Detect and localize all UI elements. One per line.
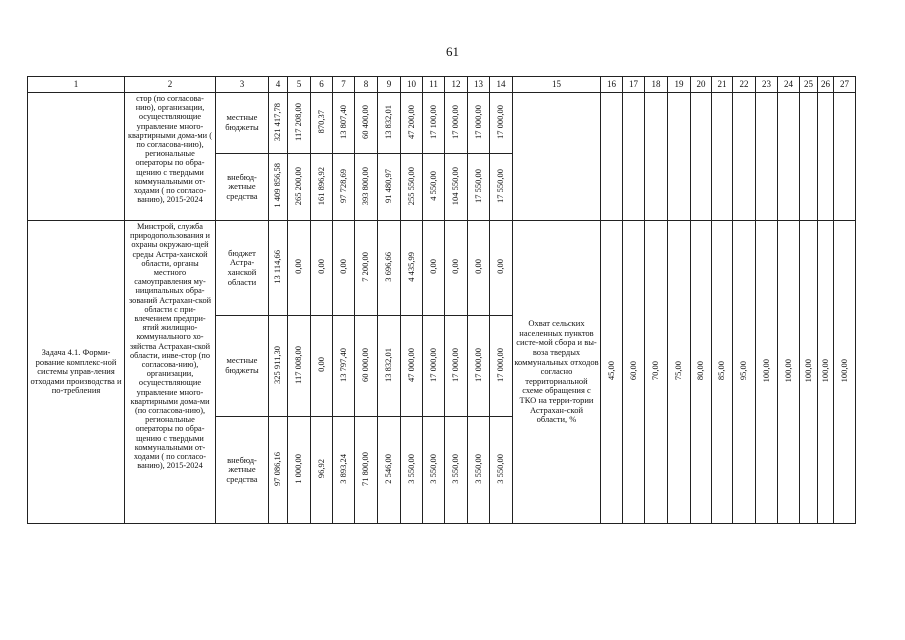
funding-value-cell bbox=[423, 154, 445, 221]
funding-value: 161 896,92 bbox=[315, 166, 326, 205]
funding-value-cell bbox=[269, 154, 288, 221]
funding-value: 13 797,40 bbox=[337, 347, 348, 382]
funding-value: 1 409 856,58 bbox=[272, 163, 283, 209]
header-cell: 13 bbox=[468, 77, 490, 93]
funding-value: 47 200,00 bbox=[405, 104, 416, 139]
funding-value-cell bbox=[445, 417, 468, 524]
target-value-cell bbox=[712, 221, 733, 524]
funding-source: бюджет Астра-ханской области bbox=[216, 221, 269, 316]
target-value: 45,00 bbox=[605, 361, 616, 381]
header-cell: 1 bbox=[28, 77, 125, 93]
funding-value: 60 000,00 bbox=[360, 347, 371, 382]
funding-value-cell bbox=[445, 316, 468, 417]
target-value: 100,00 bbox=[760, 359, 771, 383]
funding-value-cell bbox=[333, 154, 355, 221]
header-cell: 3 bbox=[216, 77, 269, 93]
header-cell: 19 bbox=[668, 77, 691, 93]
funding-value-cell bbox=[355, 93, 378, 154]
funding-value-cell bbox=[288, 154, 311, 221]
funding-value-cell bbox=[288, 417, 311, 524]
header-cell: 26 bbox=[818, 77, 834, 93]
funding-value-cell bbox=[401, 154, 423, 221]
funding-value-cell bbox=[490, 154, 513, 221]
header-cell: 27 bbox=[834, 77, 856, 93]
funding-value-cell bbox=[333, 221, 355, 316]
funding-value: 97 728,69 bbox=[337, 168, 348, 203]
funding-value: 17 550,00 bbox=[472, 168, 483, 203]
funding-value-cell bbox=[401, 93, 423, 154]
funding-value: 0,00 bbox=[427, 259, 438, 275]
funding-value: 3 550,00 bbox=[495, 453, 506, 484]
responsible-text: Минстрой, служба природопользования и охраны окружаю-щей среды Астра-ханской области, органы местного самоуправления му-ниципальных обра-зований Астрахан-ской области с при-влечением предпри-ятий жилищно-коммунального хо-зяйства Астрахан-ской области, инве-стор (по согласова-нию), организации, осуществляющие управление много-квартирными дома-ми (по согласова-нию), региональные операторы по обра-щению с твердыми коммунальными от-ходами ( по согласо-ванию), 2015-2024 bbox=[125, 221, 216, 524]
target-value: 100,00 bbox=[782, 359, 793, 383]
funding-value-cell bbox=[378, 417, 401, 524]
indicator-cell-empty bbox=[513, 93, 601, 221]
header-cell: 21 bbox=[712, 77, 733, 93]
header-cell: 14 bbox=[490, 77, 513, 93]
target-cell-empty bbox=[712, 93, 733, 221]
funding-value: 17 000,00 bbox=[472, 104, 483, 139]
funding-value-cell bbox=[311, 221, 333, 316]
header-cell: 6 bbox=[311, 77, 333, 93]
program-table bbox=[27, 76, 856, 524]
funding-source: местные бюджеты bbox=[216, 93, 269, 154]
funding-value: 3 550,00 bbox=[405, 453, 416, 484]
funding-value-cell bbox=[401, 316, 423, 417]
funding-value-cell bbox=[423, 221, 445, 316]
funding-value: 17 000,00 bbox=[495, 347, 506, 382]
funding-value: 4 435,99 bbox=[405, 251, 416, 282]
funding-value-cell bbox=[355, 154, 378, 221]
funding-value-cell bbox=[423, 316, 445, 417]
header-cell: 18 bbox=[645, 77, 668, 93]
target-cell-empty bbox=[601, 93, 623, 221]
header-cell: 12 bbox=[445, 77, 468, 93]
funding-value-cell bbox=[468, 93, 490, 154]
target-cell-empty bbox=[756, 93, 778, 221]
funding-value-cell bbox=[269, 93, 288, 154]
task-title: Задача 4.1. Форми-рование комплекс-ной системы управ-ления отходами производства и по-требления bbox=[28, 221, 125, 524]
target-cell-empty bbox=[668, 93, 691, 221]
funding-value-cell bbox=[269, 316, 288, 417]
funding-value: 0,00 bbox=[337, 259, 348, 275]
funding-value: 17 000,00 bbox=[427, 347, 438, 382]
funding-value: 3 696,66 bbox=[383, 251, 394, 282]
funding-value-cell bbox=[445, 154, 468, 221]
target-cell-empty bbox=[623, 93, 645, 221]
funding-value-cell bbox=[311, 93, 333, 154]
funding-value-cell bbox=[378, 316, 401, 417]
funding-value-cell bbox=[355, 221, 378, 316]
target-value-cell bbox=[756, 221, 778, 524]
header-cell: 23 bbox=[756, 77, 778, 93]
header-cell: 22 bbox=[733, 77, 756, 93]
funding-value-cell bbox=[355, 316, 378, 417]
target-value: 60,00 bbox=[627, 361, 638, 381]
funding-value-cell bbox=[333, 417, 355, 524]
funding-value: 117 208,00 bbox=[293, 102, 304, 141]
target-value: 70,00 bbox=[650, 361, 661, 381]
funding-value-cell bbox=[401, 221, 423, 316]
funding-value: 0,00 bbox=[450, 259, 461, 275]
target-value: 100,00 bbox=[802, 359, 813, 383]
funding-value: 60 400,00 bbox=[360, 104, 371, 139]
funding-value: 0,00 bbox=[472, 259, 483, 275]
responsible-text: стор (по согласова-нию), организации, осуществляющие управление много-квартирными дома-ми ( по согласова-нию), региональные операторы по обра-щению с твердыми коммунальными от-ходами ( по согласо-ванию), 2015-2024 bbox=[125, 93, 216, 221]
funding-value: 265 200,00 bbox=[293, 166, 304, 205]
funding-value-cell bbox=[423, 417, 445, 524]
funding-value-cell bbox=[468, 221, 490, 316]
funding-value: 47 000,00 bbox=[405, 347, 416, 382]
target-cell-empty bbox=[778, 93, 800, 221]
header-cell: 25 bbox=[800, 77, 818, 93]
header-cell: 7 bbox=[333, 77, 355, 93]
funding-value: 117 008,00 bbox=[293, 345, 304, 384]
funding-value-cell bbox=[288, 221, 311, 316]
funding-value-cell bbox=[311, 154, 333, 221]
funding-value: 3 550,00 bbox=[450, 453, 461, 484]
funding-value: 104 550,00 bbox=[450, 166, 461, 205]
table-row bbox=[28, 221, 856, 316]
funding-value-cell bbox=[490, 417, 513, 524]
funding-value: 4 550,00 bbox=[427, 170, 438, 201]
target-value-cell bbox=[668, 221, 691, 524]
target-value-cell bbox=[645, 221, 668, 524]
target-value-cell bbox=[800, 221, 818, 524]
funding-value-cell bbox=[401, 417, 423, 524]
funding-value: 17 000,00 bbox=[472, 347, 483, 382]
funding-value-cell bbox=[468, 316, 490, 417]
funding-value: 2 546,00 bbox=[383, 453, 394, 484]
funding-value-cell bbox=[311, 316, 333, 417]
funding-value-cell bbox=[378, 221, 401, 316]
funding-value: 96,92 bbox=[315, 459, 326, 479]
funding-value: 393 800,00 bbox=[360, 166, 371, 205]
target-value-cell bbox=[623, 221, 645, 524]
funding-value: 3 550,00 bbox=[427, 453, 438, 484]
funding-value-cell bbox=[445, 93, 468, 154]
funding-value: 0,00 bbox=[495, 259, 506, 275]
funding-value-cell bbox=[423, 93, 445, 154]
funding-value-cell bbox=[468, 417, 490, 524]
header-cell: 10 bbox=[401, 77, 423, 93]
target-value: 80,00 bbox=[695, 361, 706, 381]
funding-value: 3 893,24 bbox=[337, 453, 348, 484]
funding-value-cell bbox=[490, 93, 513, 154]
funding-value-cell bbox=[333, 316, 355, 417]
funding-value-cell bbox=[269, 221, 288, 316]
funding-value-cell bbox=[333, 93, 355, 154]
header-row bbox=[28, 77, 856, 93]
header-cell: 17 bbox=[623, 77, 645, 93]
funding-value: 0,00 bbox=[315, 357, 326, 373]
target-value-cell bbox=[818, 221, 834, 524]
target-value-cell bbox=[601, 221, 623, 524]
task-cell-empty bbox=[28, 93, 125, 221]
header-cell: 20 bbox=[691, 77, 712, 93]
funding-source: местные бюджеты bbox=[216, 316, 269, 417]
target-value: 95,00 bbox=[738, 361, 749, 381]
funding-value: 0,00 bbox=[293, 259, 304, 275]
target-cell-empty bbox=[800, 93, 818, 221]
funding-value-cell bbox=[378, 93, 401, 154]
funding-value-cell bbox=[490, 316, 513, 417]
target-value-cell bbox=[778, 221, 800, 524]
funding-value: 13 114,66 bbox=[272, 249, 283, 284]
funding-value-cell bbox=[269, 417, 288, 524]
funding-value: 321 417,78 bbox=[272, 102, 283, 141]
funding-value-cell bbox=[378, 154, 401, 221]
funding-value: 17 100,00 bbox=[427, 104, 438, 139]
indicator-text: Охват сельских населенных пунктов систе-мой сбора и вы-воза твердых коммунальных отходов согласно территориальной схеме обращения с ТКО на терри-тории Астрахан-ской области, % bbox=[513, 221, 601, 524]
target-value-cell bbox=[691, 221, 712, 524]
header-cell: 24 bbox=[778, 77, 800, 93]
funding-value: 255 550,00 bbox=[405, 166, 416, 205]
funding-value: 13 832,01 bbox=[383, 104, 394, 139]
funding-value-cell bbox=[445, 221, 468, 316]
target-value-cell bbox=[733, 221, 756, 524]
target-value: 100,00 bbox=[838, 359, 849, 383]
funding-source: внебюд-жетные средства bbox=[216, 154, 269, 221]
target-cell-empty bbox=[645, 93, 668, 221]
header-cell: 2 bbox=[125, 77, 216, 93]
header-cell: 9 bbox=[378, 77, 401, 93]
header-cell: 5 bbox=[288, 77, 311, 93]
funding-value: 0,00 bbox=[315, 259, 326, 275]
target-value: 100,00 bbox=[819, 359, 830, 383]
target-value-cell bbox=[834, 221, 856, 524]
funding-value-cell bbox=[288, 93, 311, 154]
table-row bbox=[28, 93, 856, 154]
funding-value: 97 086,16 bbox=[272, 451, 283, 486]
funding-value: 91 480,97 bbox=[383, 168, 394, 203]
target-cell-empty bbox=[733, 93, 756, 221]
funding-value-cell bbox=[468, 154, 490, 221]
funding-value: 17 000,00 bbox=[450, 347, 461, 382]
funding-value-cell bbox=[490, 221, 513, 316]
target-cell-empty bbox=[691, 93, 712, 221]
header-cell: 15 bbox=[513, 77, 601, 93]
funding-value: 7 200,00 bbox=[360, 251, 371, 282]
funding-value: 870,37 bbox=[315, 110, 326, 134]
header-cell: 11 bbox=[423, 77, 445, 93]
funding-value: 1 000,00 bbox=[293, 453, 304, 484]
funding-value: 13 832,01 bbox=[383, 347, 394, 382]
funding-value: 17 000,00 bbox=[450, 104, 461, 139]
funding-source: внебюд-жетные средства bbox=[216, 417, 269, 524]
target-value: 75,00 bbox=[673, 361, 684, 381]
funding-value: 17 000,00 bbox=[495, 104, 506, 139]
header-cell: 8 bbox=[355, 77, 378, 93]
funding-value-cell bbox=[288, 316, 311, 417]
target-value: 85,00 bbox=[716, 361, 727, 381]
funding-value: 3 550,00 bbox=[472, 453, 483, 484]
funding-value: 325 911,30 bbox=[272, 345, 283, 384]
funding-value-cell bbox=[355, 417, 378, 524]
funding-value-cell bbox=[311, 417, 333, 524]
header-cell: 4 bbox=[269, 77, 288, 93]
funding-value: 13 807,40 bbox=[337, 104, 348, 139]
funding-value: 17 550,00 bbox=[495, 168, 506, 203]
target-cell-empty bbox=[818, 93, 834, 221]
target-cell-empty bbox=[834, 93, 856, 221]
page-number: 61 bbox=[446, 44, 459, 59]
funding-value: 71 800,00 bbox=[360, 451, 371, 486]
header-cell: 16 bbox=[601, 77, 623, 93]
